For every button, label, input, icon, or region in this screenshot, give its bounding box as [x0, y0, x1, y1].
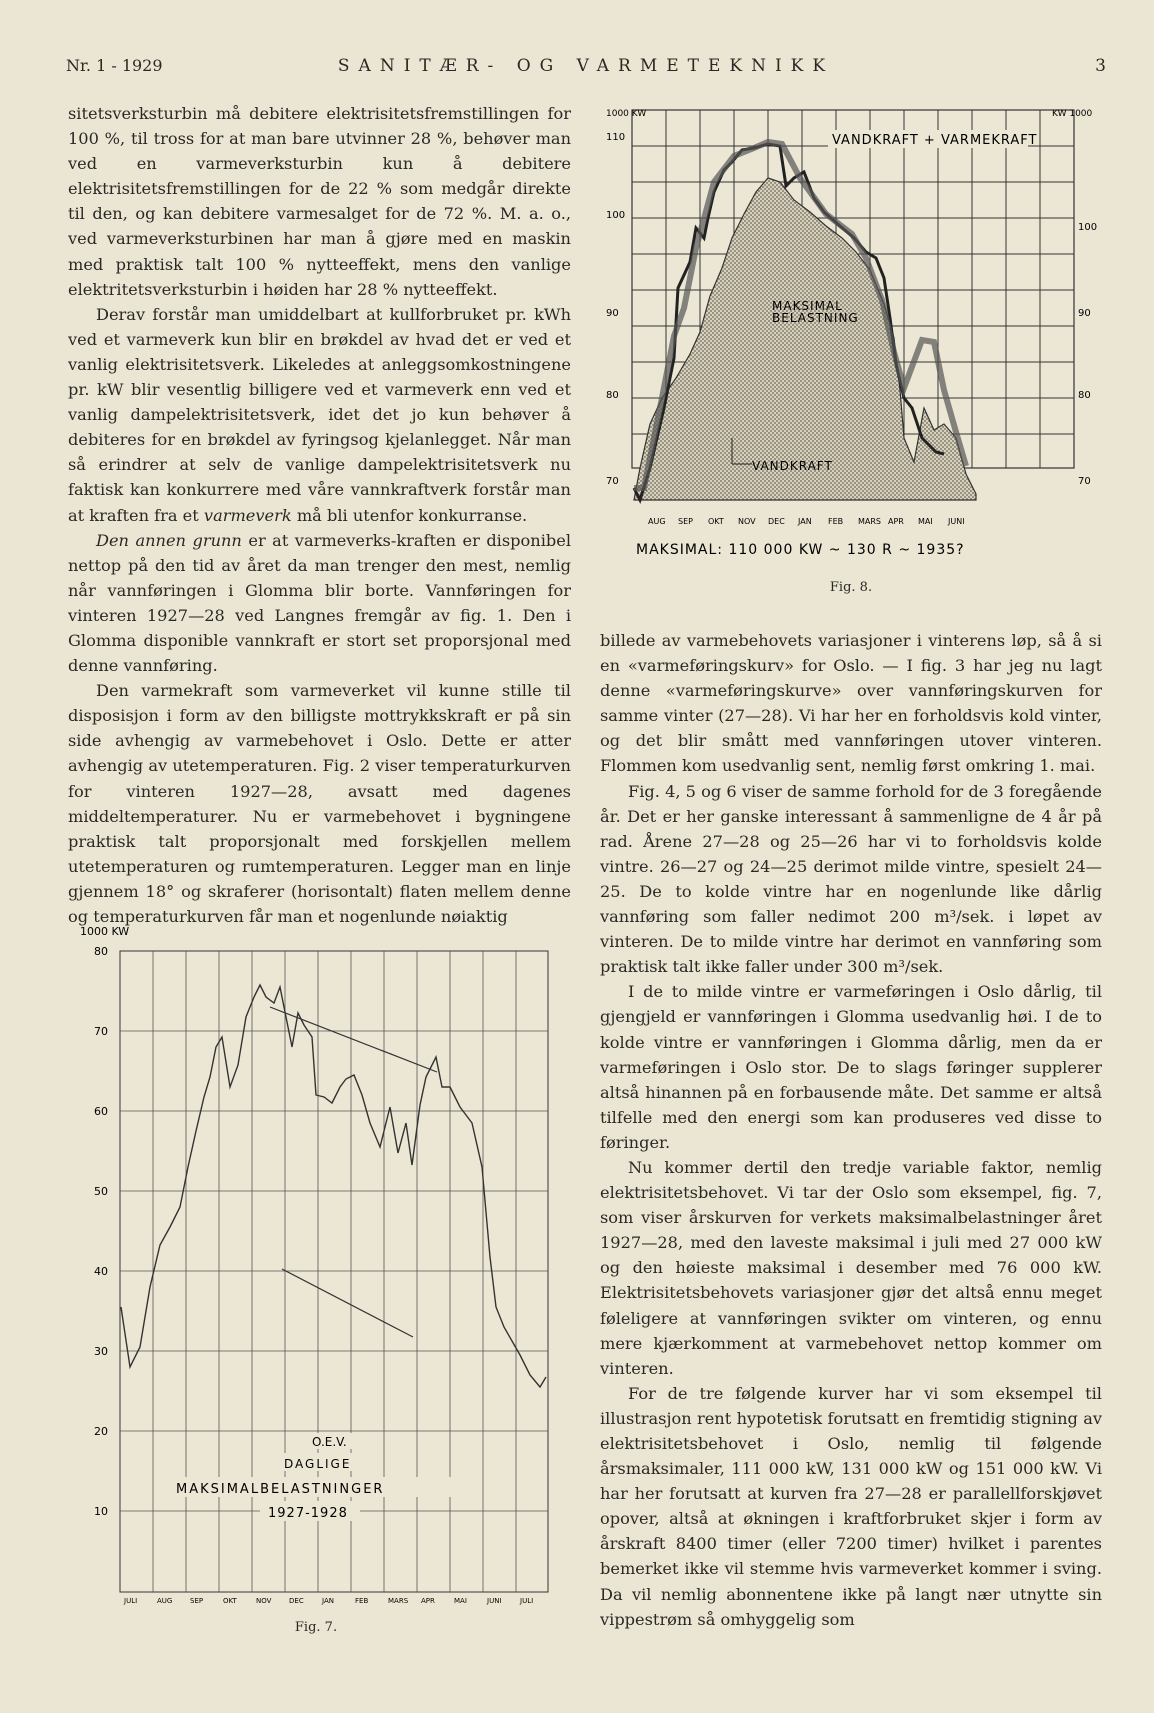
- label-water-power: VANDKRAFT: [752, 459, 833, 473]
- month-label: FEB: [355, 1597, 369, 1605]
- month-label: APR: [421, 1597, 435, 1605]
- month-label: JAN: [798, 517, 812, 526]
- month-label: MARS: [388, 1597, 409, 1605]
- y-tick-label: 80: [606, 390, 619, 401]
- y-tick-label: 70: [94, 1025, 108, 1038]
- month-label: JUNI: [948, 517, 965, 526]
- month-label: AUG: [648, 517, 666, 526]
- month-label: MARS: [858, 517, 882, 526]
- figure-7-chart: [80, 927, 555, 1607]
- label-water-plus-heat: VANDKRAFT + VARMEKRAFT: [832, 133, 1038, 148]
- paragraph: Derav forstår man umiddelbart at kullforbruket pr. kWh ved et varmeverk kun blir en brøkdel av hvad det er ved et vanlig elektrisitetsverk. Likeledes at anleggsomkostningene pr. kW blir vesentlig billigere ved et varmeverk enn ved et vanlig dampelektrisitetsverk, idet det jo kun behøver å debiteres for en brøkdel av fyringsog kjelanlegget. Når man så erindrer at selv de vanlige dampelektrisitetsverk nu faktisk kan konkurrere med våre vannkraftverk forstår man at kraften fra et varmeverk må bli utenfor konkurranse.: [68, 304, 571, 525]
- month-label: OKT: [223, 1597, 237, 1605]
- y-tick-label: 70: [606, 476, 619, 487]
- page-number: 3: [1095, 56, 1106, 76]
- month-label: MAI: [918, 517, 933, 526]
- month-label: JULI: [124, 1597, 138, 1605]
- month-label: NOV: [738, 517, 756, 526]
- month-label: APR: [888, 517, 904, 526]
- unit-left: 1000 KW: [606, 109, 647, 119]
- month-label: DEC: [768, 517, 785, 526]
- y-tick-label: 110: [606, 132, 626, 143]
- paragraph: I de to milde vintre er varmeføringen i Oslo dårlig, til gjengjeld er vannføringen i Glomma usedvanlig høi. I de to kolde vintre er vannføringen i Glomma dårlig, men da er varmeføringen i Oslo stor. De to slags føringer supplerer altså hinannen på en forbausende måte. Det samme er altså tilfelle med den energi som kan produseres ved disse to føringer.: [600, 982, 1102, 1152]
- y-tick-label: 80: [94, 945, 108, 958]
- y-tick-label-right: 80: [1078, 390, 1091, 401]
- y-tick-label-right: 70: [1078, 476, 1091, 487]
- month-label: SEP: [678, 517, 693, 526]
- month-label: SEP: [190, 1597, 204, 1605]
- unit: 1000 KW: [80, 927, 130, 938]
- y-tick-label: 90: [606, 308, 619, 319]
- paragraph: billede av varmebehovets variasjoner i vinterens løp, så å si en «varmeføringskurv» for Oslo. — I fig. 3 har jeg nu lagt denne «varmeføringskurve» over vannføringskurven for samme vinter (27—28). Vi har her en forholdsvis kold vinter, og det blir smått med vannføringen utover vinteren. Flommen kom usedvanlig sent, nemlig først omkring 1. mai.: [600, 631, 1102, 776]
- paragraph: Den varmekraft som varmeverket vil kunne stille til disposisjon i form av den billigste mottrykkskraft er på sin side avhengig av varmebehovet i Oslo. Dette er atter avhengig av utetemperaturen. Fig. 2 viser temperaturkurven for vinteren 1927—28, avsatt med dagenes middeltemperaturer. Nu er varmebehovet i bygningene praktisk talt proporsjonalt med forskjellen mellem utetemperaturen og rumtemperaturen. Legger man en linje gjennem 18° og skraferer (horisontalt) flaten mellem denne og temperaturkurven får man et nogenlunde nøiaktig: [68, 681, 571, 926]
- y-tick-label: 100: [606, 210, 626, 221]
- month-label: JAN: [322, 1597, 334, 1605]
- label-load: BELASTNING: [772, 311, 859, 325]
- y-tick-label: 20: [94, 1425, 108, 1438]
- paragraph: sitetsverksturbin må debitere elektrisitetsfremstillingen for 100 %, til tross for at man bare utvinner 28 %, behøver man ved en varmeverksturbin kun å debitere elektrisitetsfremstillingen for de 22 % som medgår direkte til den, og kan debitere varmesalget for de 72 %. M. a. o., ved varmeverksturbinen har man å gjøre med en maskin med praktisk talt 100 % nytteeffekt, mens den vanlige elektritetsverksturbin i høiden har 28 % nytteeffekt.: [68, 104, 571, 299]
- month-label: JUNI: [487, 1597, 502, 1605]
- y-tick-label: 50: [94, 1185, 108, 1198]
- left-column: [68, 101, 571, 929]
- unit-right: KW 1000: [1052, 109, 1093, 119]
- page-header: [66, 52, 1106, 82]
- label-maximal: MAKSIMAL: [772, 299, 843, 313]
- paragraph: For de tre følgende kurver har vi som eksempel til illustrasjon rent hypotetisk forutsatt en fremtidig stigning av elektrisitetsbehovet i Oslo, nemlig til følgende årsmaksimaler, 111 000 kW, 131 000 kW og 151 000 kW. Vi har her forutsatt at kurven fra 27—28 er parallellforskjøvet opover, altså at økningen i kraftforbruket skjer i form av årskraft 8400 timer (eller 7200 timer) hvilket i parentes bemerket ikke vil stemme hvis varmeverket kommer i sving. Da vil nemlig abonnentene ikke på langt nær utnytte sin vippestrøm så omhyggelig som: [600, 1383, 1102, 1629]
- paragraph: Den annen grunn er at varmeverks-kraften er disponibel nettop på den tid av året da man trenger den mest, nemlig når vannføringen i Glomma blir borte. Vannføringen for vinteren 1927—28 ved Langnes fremgår av fig. 1. Den i Glomma disponible vannkraft er stort set proporsjonal med denne vannføring.: [68, 530, 571, 676]
- month-label: NOV: [256, 1597, 272, 1605]
- month-label: JULI: [520, 1597, 534, 1605]
- paragraph: Nu kommer dertil den tredje variable faktor, nemlig elektrisitetsbehovet. Vi tar der Oslo som eksempel, fig. 7, som viser årskurven for verkets maksimalbelastninger året 1927—28, med den laveste maksimal i juli med 27 000 kW og den høieste maksimal i desember med 76 000 kW. Elektrisitetsbehovets variasjoner gjør det altså ennu meget føleligere at vannføringen svikter om vinteren, og ennu mere kjærkomment at varmebehovet nettop kommer om vinteren.: [600, 1157, 1102, 1378]
- figure-8-chart: [604, 108, 1104, 568]
- month-label: OKT: [708, 517, 724, 526]
- figure-7-caption: Fig. 7.: [294, 1620, 338, 1635]
- month-label: FEB: [828, 517, 844, 526]
- journal-title: SANITÆR- OG VARMETEKNIKK: [337, 56, 835, 76]
- label-oev: O.E.V.: [312, 1435, 347, 1449]
- figure-8-caption: Fig. 8.: [829, 580, 873, 595]
- y-tick-label-right: 100: [1078, 222, 1098, 233]
- label-years: 1927-1928: [268, 1506, 348, 1521]
- y-tick-label: 10: [94, 1505, 108, 1518]
- paragraph: Fig. 4, 5 og 6 viser de samme forhold for de 3 foregående år. Det er her ganske interessant å sammenligne de 4 år på rad. Årene 27—28 og 25—26 har vi to forholdsvis kolde vintre. 26—27 og 24—25 derimot milde vintre, spesielt 24—25. De to kolde vintre har en nogenlunde like dårlig vannføring som faller nedimot 200 m³/sek. i løpet av vinteren. De to milde vintre har derimot en vannføring som praktisk talt ikke faller under 300 m³/sek.: [600, 781, 1102, 977]
- y-tick-label: 30: [94, 1345, 108, 1358]
- y-tick-label-right: 90: [1078, 308, 1091, 319]
- issue-number: Nr. 1 - 1929: [66, 56, 163, 75]
- fig8-footer: MAKSIMAL: 110 000 KW ~ 130 R ~ 1935?: [636, 542, 965, 558]
- month-label: DEC: [289, 1597, 304, 1605]
- y-tick-label: 60: [94, 1105, 108, 1118]
- y-tick-label: 40: [94, 1265, 108, 1278]
- month-label: MAI: [454, 1597, 467, 1605]
- month-label: AUG: [157, 1597, 173, 1605]
- label-max-loads: MAKSIMALBELASTNINGER: [176, 1482, 385, 1497]
- label-daily: DAGLIGE: [284, 1457, 352, 1471]
- right-column: [600, 628, 1102, 1632]
